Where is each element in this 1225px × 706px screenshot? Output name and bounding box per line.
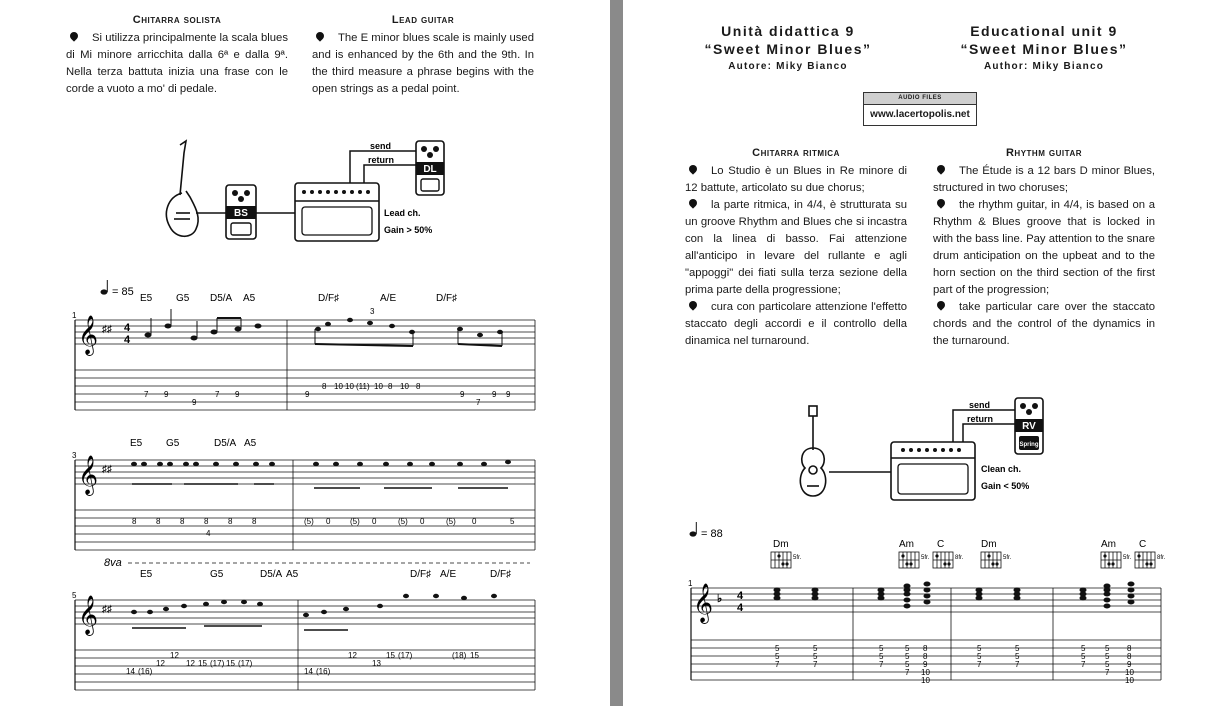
- chord-symbol: Dm: [981, 539, 997, 550]
- notation-notes: [131, 594, 497, 617]
- amp-channel-label: Lead ch.: [384, 208, 421, 218]
- tab-fret: 8: [923, 652, 928, 661]
- author-en: Author: Miky Bianco: [983, 61, 1105, 72]
- tab-fret: 10: [1125, 676, 1134, 685]
- tab-fret: 7: [1015, 660, 1020, 669]
- tab-fret: 8: [252, 517, 257, 526]
- chord-symbol: D5/A: [260, 569, 283, 580]
- tab-fret: 7: [1105, 668, 1110, 677]
- tab-fret: 9: [506, 390, 511, 399]
- tab-fret: 5: [1081, 652, 1086, 661]
- tab-fret: 9: [1127, 660, 1132, 669]
- right-page: [623, 0, 1225, 706]
- tab-fret: (17): [210, 659, 225, 668]
- measure-number: 1: [688, 579, 693, 588]
- tab-fret: 5: [905, 652, 910, 661]
- tab-fret: 10: [1125, 668, 1134, 677]
- chord-symbol: D/F♯: [436, 293, 458, 304]
- tab-fret: 14: [126, 667, 135, 676]
- tab-fret: (5): [350, 517, 360, 526]
- chord-symbol: E5: [130, 438, 143, 449]
- tab-fret: (17): [238, 659, 253, 668]
- tab-fret: 8: [388, 382, 393, 391]
- tab-fret: 9: [923, 660, 928, 669]
- tab-fret: 8: [1127, 644, 1132, 653]
- tab-fret: 14: [304, 667, 313, 676]
- time-signature: 4: [124, 334, 131, 346]
- acoustic-guitar-icon: [800, 406, 825, 496]
- tab-fret: (5): [398, 517, 408, 526]
- rv-pedal-label: RV: [1022, 421, 1036, 432]
- time-signature: 4: [737, 590, 744, 602]
- treble-clef-icon: 𝄞: [78, 596, 99, 634]
- tab-fret: (16): [316, 667, 331, 676]
- chord-symbol: D/F♯: [318, 293, 340, 304]
- tab-fret: 4: [206, 529, 211, 538]
- rv-pedal-sub: Spring: [1019, 442, 1039, 448]
- chord-symbol: Dm: [773, 539, 789, 550]
- chord-symbol: D5/A: [214, 438, 237, 449]
- tab-fret: 8: [132, 517, 137, 526]
- tab-fret: 5: [813, 652, 818, 661]
- tab-fret: 5: [905, 644, 910, 653]
- time-signature: 4: [124, 322, 131, 334]
- tab-fret: 5: [879, 644, 884, 653]
- tab-fret: (16): [138, 667, 153, 676]
- tab-fret: 10: [334, 382, 343, 391]
- chord-symbol: C: [1139, 539, 1147, 550]
- amp-gain-label: Gain < 50%: [981, 481, 1030, 491]
- dl-pedal-label: DL: [423, 164, 437, 175]
- chord-symbol: G5: [210, 569, 224, 580]
- chord-symbol: Am: [1101, 539, 1116, 550]
- unit-title-it: Unità didattica 9 “Sweet Minor Blues”: [704, 23, 872, 57]
- tab-fret: 10: [921, 676, 930, 685]
- tab-fret: 5: [1081, 644, 1086, 653]
- tab-fret: 9: [492, 390, 497, 399]
- solo-paragraph: Si utilizza principalmente la scala blues di Mi minore arricchita dalla 6ª e dalla 9ª. Nella terza battuta inizia una frase con le corde a vuoto a mo' di pedale.: [66, 32, 288, 95]
- notation-chords: [774, 582, 1135, 609]
- bullet-icon: [687, 197, 698, 208]
- tab-fret: 8: [322, 382, 327, 391]
- fret-position: 5fr.: [1123, 555, 1132, 561]
- bullet-icon: [314, 30, 325, 41]
- lead-score: [60, 278, 540, 693]
- treble-clef-icon: 𝄞: [78, 456, 99, 494]
- tab-fret: 9: [305, 390, 310, 399]
- tab-fret: 5: [1015, 644, 1020, 653]
- triplet-marking: 3: [370, 307, 375, 316]
- key-signature: ♯♯: [102, 464, 112, 475]
- tab-fret: 7: [905, 668, 910, 677]
- tab-fret: 5: [813, 644, 818, 653]
- bullet-icon: [687, 163, 698, 174]
- chord-symbol: D/F♯: [410, 569, 432, 580]
- tab-fret: 12: [186, 659, 195, 668]
- measure-number: 5: [72, 591, 77, 600]
- tab-fret: (17): [398, 651, 413, 660]
- chord-symbol: D/F♯: [490, 569, 512, 580]
- rhythm-paragraph-it: Lo Studio è un Blues in Re minore di 12 battute, articolato su due chorus; la parte ritmica, in 4/4, è strutturata su un groove Rhythm and Blues che si incastra con la linea di basso. Fai attenzione all'anticipo in levare del rullante e agli "appoggi" dei fiati sulla terza sezione della prima parte della progressione; cura con particolare attenzione l'effetto staccato degli accordi e il controllo della dinamica nel turnaround.: [685, 165, 907, 347]
- electric-guitar-icon: [166, 141, 198, 236]
- svg-text:= 85: = 85: [112, 286, 134, 298]
- tab-fret: 7: [879, 660, 884, 669]
- tab-fret: 8: [180, 517, 185, 526]
- lead-rig-diagram: [150, 135, 480, 250]
- amp-channel-label: Clean ch.: [981, 464, 1022, 474]
- treble-clef-icon: 𝄞: [78, 316, 99, 354]
- tab-fret: 10: [345, 382, 354, 391]
- fret-position: 5fr.: [1003, 555, 1012, 561]
- tab-fret: 7: [476, 398, 481, 407]
- amp-gain-label: Gain > 50%: [384, 225, 433, 235]
- tab-fret: 9: [460, 390, 465, 399]
- notation-beams: [132, 626, 348, 630]
- tab-fret: 0: [420, 517, 425, 526]
- solo-heading: Chitarra solista: [132, 14, 222, 26]
- tab-fret: 7: [1081, 660, 1086, 669]
- notation-notes: [145, 318, 504, 341]
- rhythm-heading-en: Rhythm guitar: [1005, 147, 1082, 159]
- chord-diagram-dots: [777, 554, 1152, 565]
- svg-text:= 88: = 88: [701, 528, 723, 540]
- send-label: send: [370, 141, 392, 151]
- fret-position: 5fr.: [921, 555, 930, 561]
- tempo-marking: [101, 280, 134, 298]
- notation-notes: [131, 460, 511, 466]
- tab-fret: 9: [192, 398, 197, 407]
- lead-heading: Lead guitar: [391, 14, 455, 26]
- audio-files-label: AUDIO FILES: [864, 93, 976, 105]
- fret-position: 5fr.: [793, 555, 802, 561]
- chord-symbol: E5: [140, 293, 153, 304]
- return-label: return: [368, 155, 395, 165]
- chord-symbol: A/E: [380, 293, 397, 304]
- left-page: [0, 0, 610, 706]
- audio-files-box[interactable]: [863, 92, 977, 126]
- lead-paragraph: The E minor blues scale is mainly used and is enhanced by the 6th and the 9th. In the third measure a phrase begins with the open strings as a pedal point.: [312, 32, 534, 95]
- measure-number: 3: [72, 451, 77, 460]
- tab-fret: (18): [452, 651, 467, 660]
- tab-fret: 7: [813, 660, 818, 669]
- tab-fret: 7: [775, 660, 780, 669]
- chord-symbol: G5: [176, 293, 190, 304]
- notation-stems: [151, 309, 502, 346]
- rhythm-paragraph-en: The Étude is a 12 bars D minor Blues, structured in two choruses; the rhythm guitar, in 4/4, is based on a Rhythm & Blues groove that is locked in with the bass line. Pay attention to the snare drum anticipation on the upbeat and to the horn section on the third section of the first part of the progression; take particular care over the staccato chords and the control of the dynamics in the turnaround.: [933, 165, 1155, 347]
- tab-fret: 15: [386, 651, 395, 660]
- bullet-icon: [935, 197, 946, 208]
- chord-symbol: C: [937, 539, 945, 550]
- chord-symbol: A5: [244, 438, 257, 449]
- tab-fret: 5: [1015, 652, 1020, 661]
- tab-fret: 9: [164, 390, 169, 399]
- tab-fret: 15: [226, 659, 235, 668]
- measure-number: 1: [72, 311, 77, 320]
- chord-symbol: A5: [286, 569, 299, 580]
- tab-fret: 9: [235, 390, 240, 399]
- tab-fret: 5: [775, 644, 780, 653]
- return-label: return: [967, 414, 994, 424]
- key-signature: ♭: [717, 593, 723, 605]
- tab-fret: (5): [304, 517, 314, 526]
- tab-fret: 5: [775, 652, 780, 661]
- tab-fret: 12: [348, 651, 357, 660]
- chord-symbol: E5: [140, 569, 153, 580]
- tab-fret: (11): [356, 382, 370, 391]
- tempo-marking: [690, 522, 723, 540]
- rhythm-rig-diagram: [793, 392, 1063, 507]
- tab-fret: 0: [472, 517, 477, 526]
- key-signature: ♯♯: [102, 324, 112, 335]
- tab-fret: 8: [923, 644, 928, 653]
- tab-fret: 7: [977, 660, 982, 669]
- tab-fret: 10: [921, 668, 930, 677]
- fret-position: 8fr.: [1157, 555, 1166, 561]
- tab-fret: 0: [372, 517, 377, 526]
- tab-fret: 5: [879, 652, 884, 661]
- tab-fret: 8: [416, 382, 421, 391]
- tab-fret: 7: [144, 390, 149, 399]
- time-signature: 4: [737, 602, 744, 614]
- chord-symbol: G5: [166, 438, 180, 449]
- tab-fret: 10: [374, 382, 383, 391]
- tab-fret: 8: [156, 517, 161, 526]
- bs-pedal-label: BS: [234, 208, 248, 219]
- audio-files-link[interactable]: www.lacertopolis.net: [870, 109, 970, 120]
- tab-fret: 5: [510, 517, 515, 526]
- tab-fret: 5: [977, 652, 982, 661]
- tab-fret: 13: [372, 659, 381, 668]
- tab-fret: 8: [228, 517, 233, 526]
- tab-fret: 5: [1105, 644, 1110, 653]
- amplifier-icon: [295, 183, 379, 241]
- tab-fret: 7: [215, 390, 220, 399]
- fret-position: 8fr.: [955, 555, 964, 561]
- bullet-icon: [935, 299, 946, 310]
- chord-symbol: A5: [243, 293, 256, 304]
- tab-fret: 12: [156, 659, 165, 668]
- tab-fret: 5: [1105, 660, 1110, 669]
- bullet-icon: [68, 30, 79, 41]
- rhythm-score: [683, 520, 1183, 700]
- rhythm-heading-it: Chitarra ritmica: [752, 147, 840, 159]
- amplifier-icon: [891, 442, 975, 500]
- unit-title-en: Educational unit 9 “Sweet Minor Blues”: [960, 23, 1128, 57]
- author-it: Autore: Miky Bianco: [728, 61, 848, 72]
- tab-fret: 15: [198, 659, 207, 668]
- tab-fret: 15: [470, 651, 479, 660]
- tab-fret: 8: [1127, 652, 1132, 661]
- tab-fret: 8: [204, 517, 209, 526]
- bullet-icon: [935, 163, 946, 174]
- tab-fret: 0: [326, 517, 331, 526]
- tab-fret: 10: [400, 382, 409, 391]
- notation-beams: [132, 484, 508, 488]
- tab-fret: 5: [977, 644, 982, 653]
- chord-symbol: D5/A: [210, 293, 233, 304]
- send-label: send: [969, 400, 991, 410]
- tab-fret: 5: [905, 660, 910, 669]
- key-signature: ♯♯: [102, 604, 112, 615]
- ottava-marking: 8va: [104, 557, 122, 569]
- tab-fret: 5: [1105, 652, 1110, 661]
- bullet-icon: [687, 299, 698, 310]
- chord-symbol: Am: [899, 539, 914, 550]
- tab-fret: (5): [446, 517, 456, 526]
- treble-clef-icon: 𝄞: [693, 584, 714, 622]
- tab-fret: 12: [170, 651, 179, 660]
- chord-symbol: A/E: [440, 569, 457, 580]
